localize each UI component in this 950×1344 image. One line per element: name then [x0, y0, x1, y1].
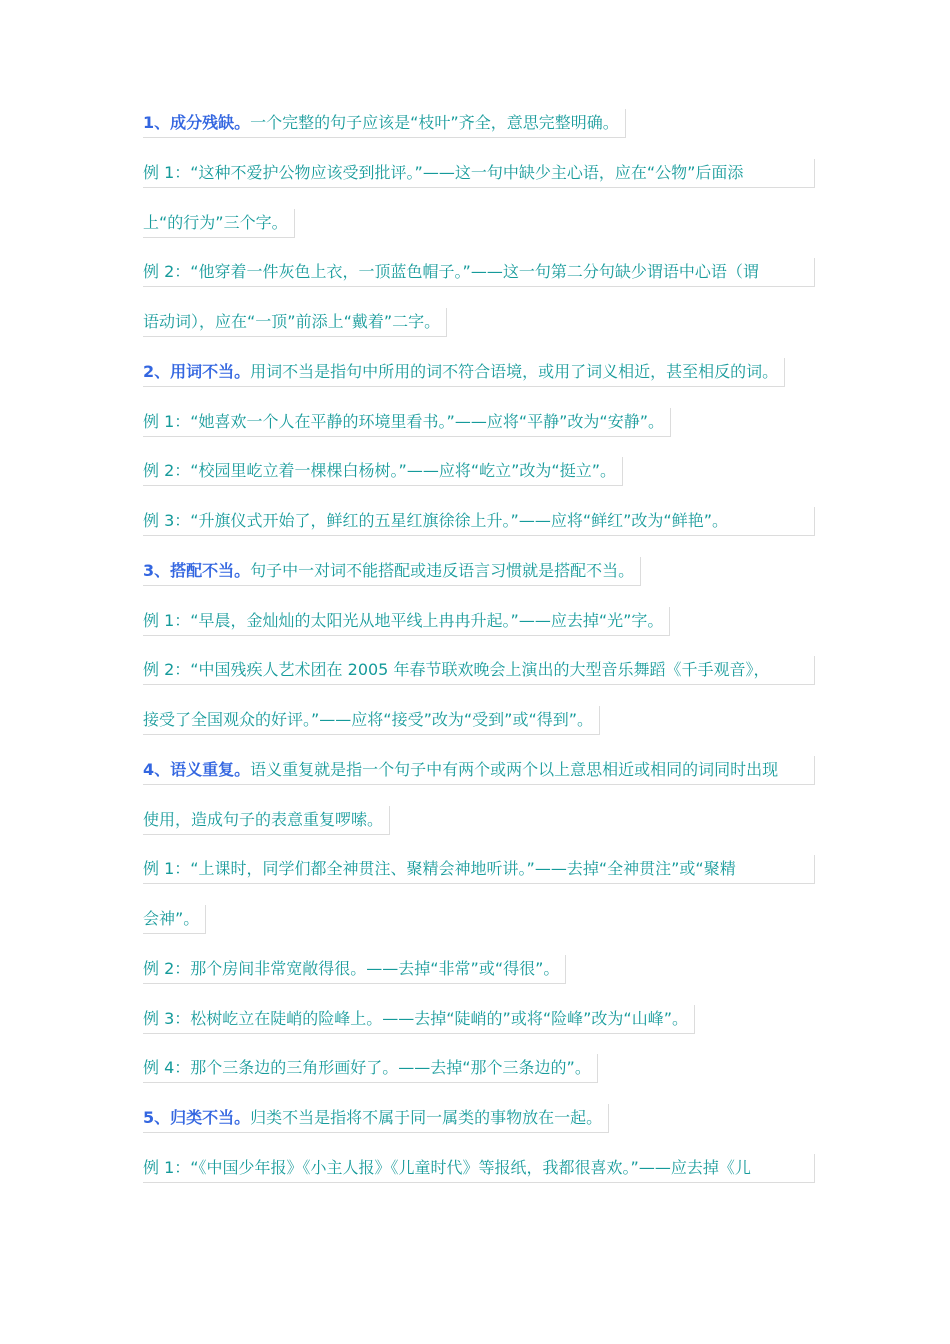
section-1-heading-line: [143, 109, 626, 138]
example-line: [143, 955, 566, 984]
section-heading: 1、成分残缺。: [143, 113, 251, 132]
body-text: 例 2：“中国残疾人艺术团在 2005 年春节联欢晚会上演出的大型音乐舞蹈《千手观音》，: [143, 660, 770, 679]
body-text: 语义重复就是指一个句子中有两个或两个以上意思相近或相同的词同时出现: [250, 760, 779, 779]
example-line: [143, 607, 670, 636]
body-text: 例 1：“上课时，同学们都全神贯注、聚精会神地听讲。”——去掉“全神贯注”或“聚精: [143, 859, 736, 878]
body-text: 例 3：松树屹立在陡峭的险峰上。——去掉“陡峭的”或将“险峰”改为“山峰”。: [143, 1009, 689, 1028]
body-text: 例 2：“他穿着一件灰色上衣，一顶蓝色帽子。”——这一句第二分句缺少谓语中心语（谓: [143, 262, 759, 281]
body-text: 例 2：那个房间非常宽敞得很。——去掉“非常”或“得很”。: [143, 959, 560, 978]
example-line: [143, 258, 815, 287]
example-line: [143, 656, 815, 685]
section-heading: 5、归类不当。: [143, 1108, 251, 1127]
example-line: [143, 1005, 695, 1034]
example-line: [143, 855, 815, 884]
body-text: 例 4：那个三条边的三角形画好了。——去掉“那个三条边的”。: [143, 1058, 591, 1077]
body-text: 例 2：“校园里屹立着一棵棵白杨树。”——应将“屹立”改为“挺立”。: [143, 461, 617, 480]
example-line: [143, 507, 815, 536]
section-heading: 3、搭配不当。: [143, 561, 251, 580]
section-heading: 4、语义重复。: [143, 760, 251, 779]
example-line: [143, 1054, 598, 1083]
body-text: 例 1：“这种不爱护公物应该受到批评。”——这一句中缺少主心语，应在“公物”后面添: [143, 163, 744, 182]
example-line: [143, 209, 295, 238]
example-line: [143, 408, 671, 437]
section-3-heading-line: [143, 557, 641, 586]
section-4-heading-line: [143, 756, 815, 785]
body-text: 句子中一对词不能搭配或违反语言习惯就是搭配不当。: [250, 561, 635, 580]
body-text: 用词不当是指句中所用的词不符合语境，或用了词义相近，甚至相反的词。: [250, 362, 779, 381]
section-2-heading-line: [143, 358, 785, 387]
body-text: 接受了全国观众的好评。”——应将“接受”改为“受到”或“得到”。: [143, 710, 594, 729]
body-text: 使用，造成句子的表意重复啰嗦。: [143, 810, 384, 829]
body-text: 语动词），应在“一顶”前添上“戴着”二字。: [143, 312, 441, 331]
example-line: [143, 905, 206, 934]
body-text: 归类不当是指将不属于同一属类的事物放在一起。: [250, 1108, 603, 1127]
example-line: [143, 1154, 815, 1183]
body-text: 一个完整的句子应该是“枝叶”齐全，意思完整明确。: [250, 113, 619, 132]
section-5-heading-line: [143, 1104, 609, 1133]
body-text: 上“的行为”三个字。: [143, 213, 288, 232]
body-text: 会神”。: [143, 909, 200, 928]
body-text: 例 3：“升旗仪式开始了，鲜红的五星红旗徐徐上升。”——应将“鲜红”改为“鲜艳”。: [143, 511, 729, 530]
body-text: 例 1：“她喜欢一个人在平静的环境里看书。”——应将“平静”改为“安静”。: [143, 412, 665, 431]
section-heading: 2、用词不当。: [143, 362, 251, 381]
example-line: [143, 457, 623, 486]
body-text: 例 1：“早晨，金灿灿的太阳光从地平线上冉冉升起。”——应去掉“光”字。: [143, 611, 664, 630]
body-line: [143, 806, 390, 835]
example-line: [143, 706, 600, 735]
example-line: [143, 308, 447, 337]
body-text: 例 1：“《中国少年报》《小主人报》《儿童时代》等报纸，我都很喜欢。”——应去掉《儿: [143, 1158, 751, 1177]
example-line: [143, 159, 815, 188]
